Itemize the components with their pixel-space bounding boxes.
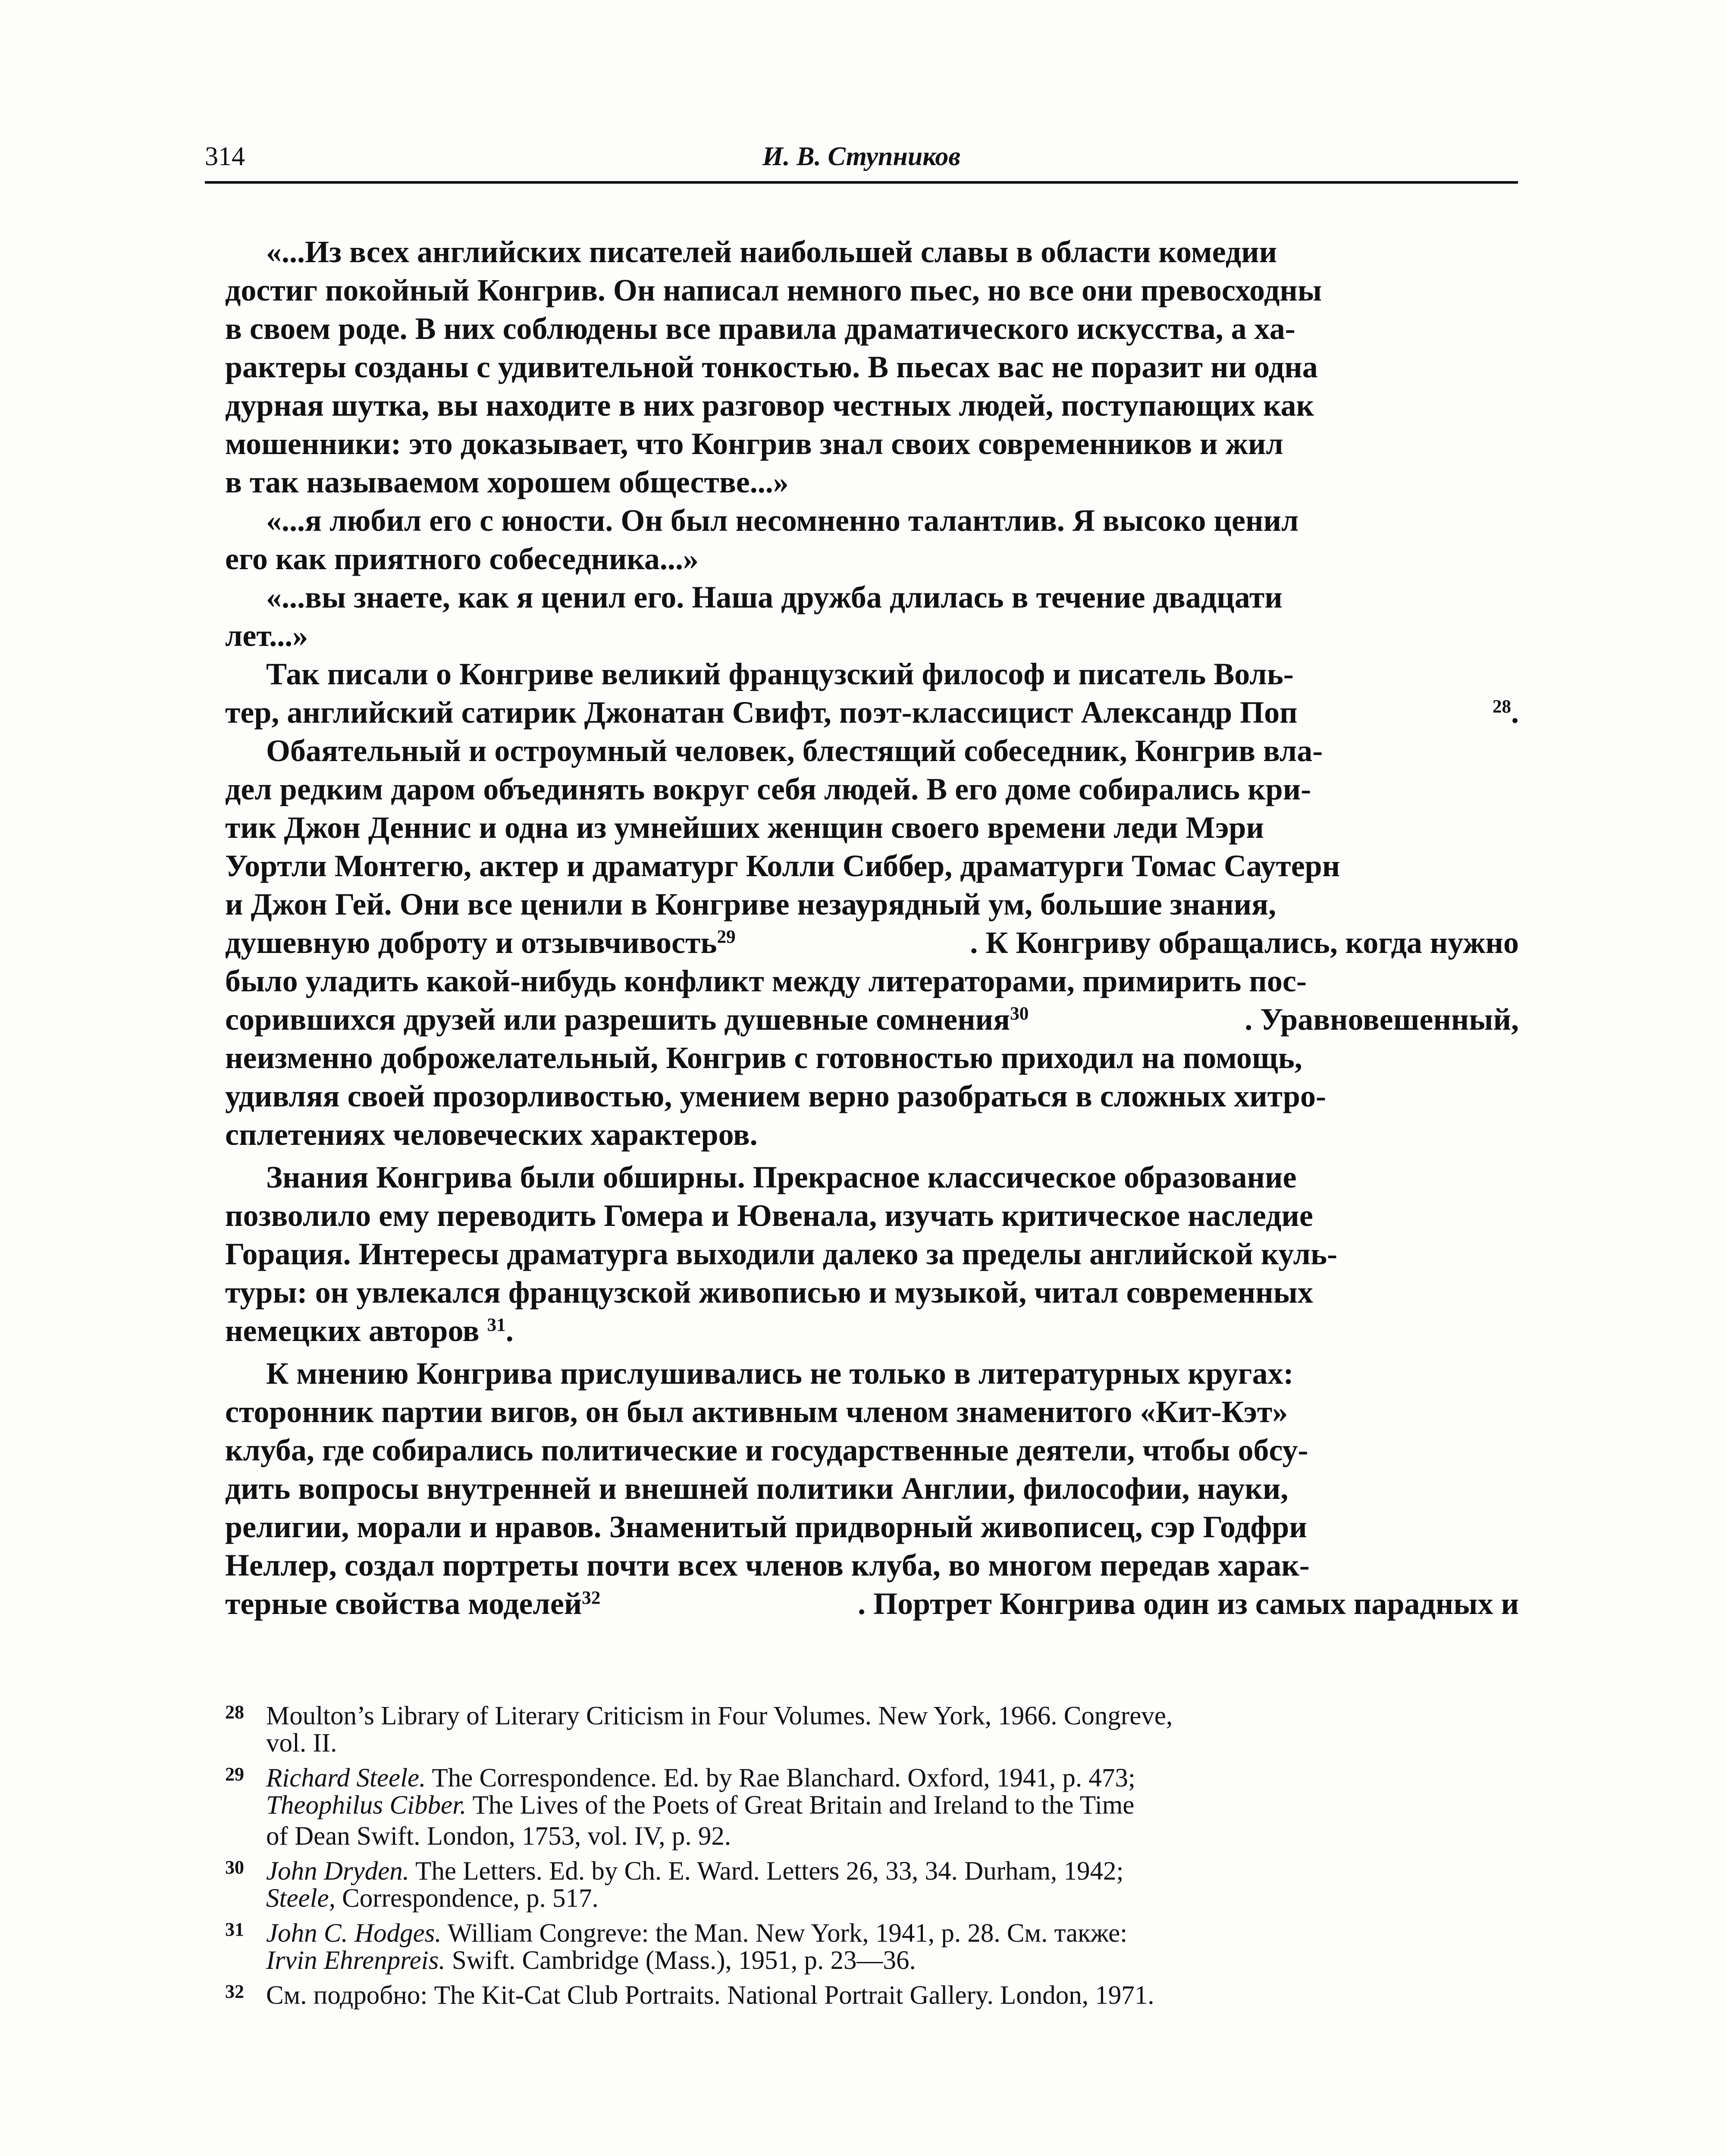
text-line: тик Джон Деннис и одна из умнейших женщин своего времени леди Мэри xyxy=(225,810,1264,845)
page-number: 314 xyxy=(205,142,245,171)
footnote-mark: 31 xyxy=(225,1919,244,1940)
footnote-ref: 30 xyxy=(1010,1003,1029,1024)
text-line: дить вопросы внутренней и внешней политики Англии, философии, науки, xyxy=(225,1471,1289,1506)
footnote-ref: 31 xyxy=(487,1315,506,1335)
footnote-28: 28 Moulton’s Library of Literary Criticism in Four Volumes. New York, 1966. Congreve, xyxy=(225,1697,1519,1728)
footnote-ref: 28 xyxy=(1492,696,1511,717)
text-line: немецких авторов $^{31}$. xyxy=(225,1313,514,1348)
footnotes xyxy=(225,1697,1519,2010)
text-line: Так писали о Конгриве великий французский философ и писатель Воль- xyxy=(266,657,1294,691)
footnote-mark: 30 xyxy=(225,1857,244,1878)
text-line: тер, английский сатирик Джонатан Свифт, поэт-классицист Александр Поп $^{28}$. xyxy=(225,695,1519,730)
body-text xyxy=(225,233,1519,1623)
footnote-mark: 32 xyxy=(225,1981,244,2002)
footnote-line: Steele, Correspondence, p. 517. xyxy=(266,1884,599,1913)
footnote-line: Theophilus Cibber. The Lives of the Poets of Great Britain and Ireland to the Time xyxy=(266,1791,1135,1820)
footnote-mark: 29 xyxy=(225,1764,244,1785)
text-line: «...Из всех английских писателей наибольшей славы в области комедии xyxy=(266,235,1277,269)
footnote-ref: 29 xyxy=(717,927,736,947)
footnote-29: 29 Richard Steele. The Correspondence. Ed. by Rae Blanchard. Oxford, 1941, p. 473; xyxy=(225,1759,1519,1790)
text-line: клуба, где собирались политические и государственные деятели, чтобы обсу- xyxy=(225,1433,1308,1467)
text-line: достиг покойный Конгрив. Он написал немного пьес, но все они превосходны xyxy=(225,273,1322,307)
text-line: неизменно доброжелательный, Конгрив с готовностью приходил на помощь, xyxy=(225,1040,1302,1075)
text-line: в так называемом хорошем обществе...» xyxy=(225,465,789,499)
text-line: терные свойства моделей$^{32}$ . Портрет Конгрива один из самых парадных и xyxy=(225,1586,1519,1621)
footnote-30: 30 John Dryden. The Letters. Ed. by Ch. E. Ward. Letters 26, 33, 34. Durham, 1942; xyxy=(225,1852,1519,1883)
text-line: в своем роде. В них соблюдены все правила драматического искусства, а ха- xyxy=(225,311,1295,346)
text-line: «...я любил его с юности. Он был несомненно талантлив. Я высоко ценил xyxy=(266,503,1299,538)
text-line: Уортли Монтегю, актер и драматург Колли Сиббер, драматурги Томас Саутерн xyxy=(225,849,1340,883)
footnote-line: vol. II. xyxy=(266,1729,337,1758)
page-header xyxy=(205,137,1518,176)
text-line: позволило ему переводить Гомера и Ювенала, изучать критическое наследие xyxy=(225,1198,1313,1233)
text-line: сорившихся друзей или разрешить душевные сомнения$^{30}$ . Уравновешенный, xyxy=(225,1002,1519,1037)
running-head: И. В. Ступников xyxy=(762,142,961,171)
text-line: дел редким даром объединять вокруг себя людей. В его доме собирались кри- xyxy=(225,772,1311,806)
text-line: Неллер, создал портреты почти всех членов клуба, во многом передав харак- xyxy=(225,1548,1310,1583)
text-line: сплетениях человеческих характеров. xyxy=(225,1117,758,1152)
text-line: душевную доброту и отзывчивость$^{29}$ . К Конгриву обращались, когда нужно xyxy=(225,925,1519,960)
text-line: религии, морали и нравов. Знаменитый придворный живописец, сэр Годфри xyxy=(225,1510,1307,1544)
footnote-mark: 28 xyxy=(225,1702,244,1723)
text-line: мошенники: это доказывает, что Конгрив знал своих современников и жил xyxy=(225,426,1283,461)
header-rule xyxy=(205,181,1518,184)
text-line: рактеры созданы с удивительной тонкостью. В пьесах вас не поразит ни одна xyxy=(225,350,1318,384)
text-line: «...вы знаете, как я ценил его. Наша дружба длилась в течение двадцати xyxy=(266,580,1283,614)
text-line: и Джон Гей. Они все ценили в Конгриве незаурядный ум, большие знания, xyxy=(225,887,1276,921)
footnote-ref: 32 xyxy=(582,1588,601,1608)
text-line: Горация. Интересы драматурга выходили далеко за пределы английской куль- xyxy=(225,1237,1338,1271)
text-line: Знания Конгрива были обширны. Прекрасное классическое образование xyxy=(266,1160,1297,1194)
footnote-31: 31 John C. Hodges. William Congreve: the Man. New York, 1941, p. 28. См. также: xyxy=(225,1914,1519,1945)
text-line: лет...» xyxy=(225,618,308,653)
footnote-line: Irvin Ehrenpreis. Swift. Cambridge (Mass.), 1951, p. 23—36. xyxy=(266,1946,916,1975)
text-line: К мнению Конгрива прислушивались не только в литературных кругах: xyxy=(266,1356,1294,1391)
footnote-32: 32 См. подробно: The Kit-Cat Club Portraits. National Portrait Gallery. London, 1971. xyxy=(225,1976,1519,2007)
text-line: удивляя своей прозорливостью, умением верно разобраться в сложных хитро- xyxy=(225,1079,1326,1113)
text-line: сторонник партии вигов, он был активным членом знаменитого «Кит-Кэт» xyxy=(225,1395,1288,1429)
footnote-line: of Dean Swift. London, 1753, vol. IV, p. 92. xyxy=(266,1822,731,1851)
text-line: дурная шутка, вы находите в них разговор честных людей, поступающих как xyxy=(225,388,1314,423)
text-line: было уладить какой-нибудь конфликт между литераторами, примирить пос- xyxy=(225,964,1307,998)
text-line: Обаятельный и остроумный человек, блестящий собеседник, Конгрив вла- xyxy=(266,733,1323,768)
text-line: его как приятного собеседника...» xyxy=(225,542,699,576)
text-line: туры: он увлекался французской живописью и музыкой, читал современных xyxy=(225,1275,1313,1310)
